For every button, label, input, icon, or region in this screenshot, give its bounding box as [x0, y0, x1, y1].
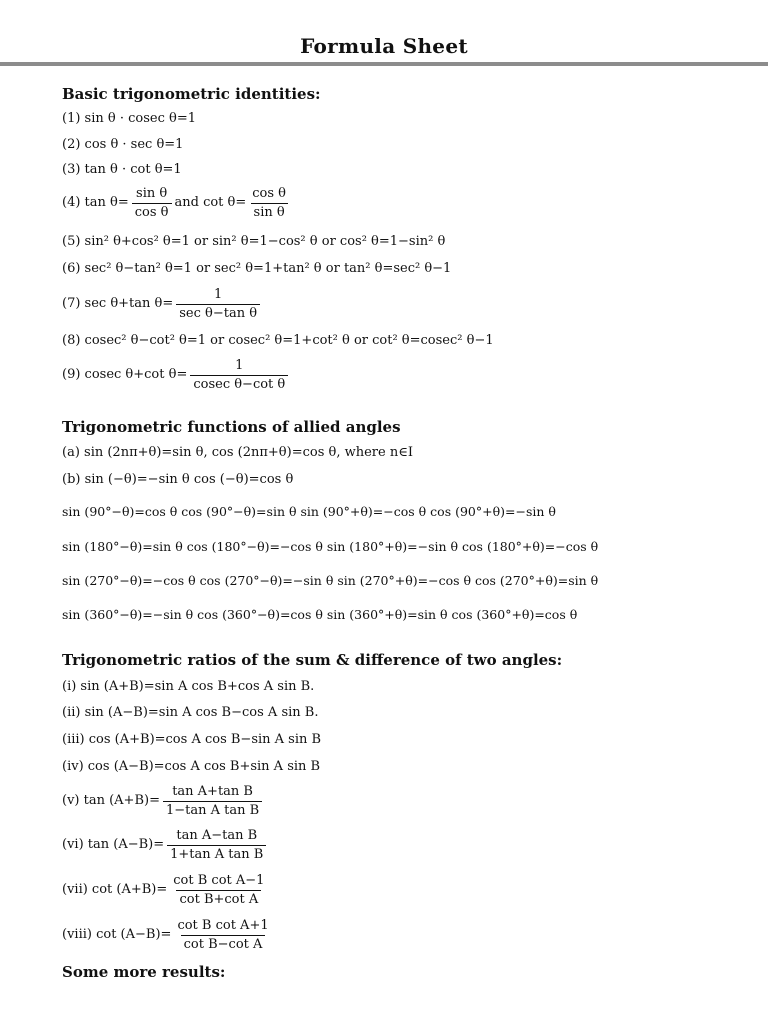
fraction-numerator: tan A+tan B	[172, 784, 253, 799]
fraction	[190, 358, 288, 392]
fraction-numerator: cot B cot A+1	[177, 918, 269, 933]
formula-7	[62, 287, 263, 321]
formula-1: (1) sin θ · cosec θ=1	[62, 111, 196, 126]
sum-diff-iii: (iii) cos (A+B)=cos A cos B−sin A sin B	[62, 732, 322, 747]
section-heading-sum-diff: Trigonometric ratios of the sum & difference of two angles:	[62, 651, 563, 669]
allied-360: sin (360°−θ)=−sin θ cos (360°−θ)=cos θ sin (360°+θ)=sin θ cos (360°+θ)=cos θ	[62, 607, 578, 622]
sum-diff-vi	[62, 828, 269, 862]
sum-diff-ii: (ii) sin (A−B)=sin A cos B−cos A sin B.	[62, 705, 319, 720]
formula-6: (6) sec² θ−tan² θ=1 or sec² θ=1+tan² θ or tan² θ=sec² θ−1	[62, 261, 452, 276]
sum-diff-viii-lhs: (viii) cot (A−B)=	[62, 927, 172, 943]
sum-diff-viii	[62, 918, 275, 952]
fraction	[163, 784, 262, 818]
section-heading-more: Some more results:	[62, 963, 226, 981]
title-divider	[0, 62, 768, 66]
sum-diff-vi-lhs: (vi) tan (A−B)=	[62, 837, 165, 853]
fraction-denominator: cosec θ−cot θ	[190, 375, 288, 393]
allied-270: sin (270°−θ)=−cos θ cos (270°−θ)=−sin θ sin (270°+θ)=−cos θ cos (270°+θ)=sin θ	[62, 573, 599, 588]
allied-180: sin (180°−θ)=sin θ cos (180°−θ)=−cos θ sin (180°+θ)=−sin θ cos (180°+θ)=−cos θ	[62, 539, 599, 554]
fraction-denominator: sec θ−tan θ	[176, 304, 260, 322]
section-heading-basic: Basic trigonometric identities:	[62, 85, 321, 103]
fraction-numerator: 1	[235, 358, 244, 373]
fraction-denominator: cot B+cot A	[176, 890, 261, 908]
formula-3: (3) tan θ · cot θ=1	[62, 162, 182, 177]
fraction-denominator: sin θ	[251, 203, 288, 221]
fraction-denominator: cos θ	[132, 203, 172, 221]
fraction-denominator: 1−tan A tan B	[163, 801, 262, 819]
fraction	[167, 828, 266, 862]
fraction	[132, 186, 172, 220]
fraction-numerator: cos θ	[252, 186, 287, 201]
formula-4-mid: and cot θ=	[174, 195, 247, 211]
fraction-numerator: 1	[214, 287, 223, 302]
sum-diff-v-lhs: (v) tan (A+B)=	[62, 793, 160, 809]
formula-5: (5) sin² θ+cos² θ=1 or sin² θ=1−cos² θ or cos² θ=1−sin² θ	[62, 234, 446, 249]
formula-2: (2) cos θ · sec θ=1	[62, 137, 184, 152]
section-heading-allied: Trigonometric functions of allied angles	[62, 418, 401, 436]
formula-7-lhs: (7) sec θ+tan θ=	[62, 296, 174, 312]
allied-90: sin (90°−θ)=cos θ cos (90°−θ)=sin θ sin (90°+θ)=−cos θ cos (90°+θ)=−sin θ	[62, 504, 556, 519]
formula-4	[62, 186, 292, 220]
fraction-denominator: 1+tan A tan B	[167, 845, 266, 863]
page-title: Formula Sheet	[300, 34, 468, 58]
formula-9-lhs: (9) cosec θ+cot θ=	[62, 367, 188, 383]
formula-8: (8) cosec² θ−cot² θ=1 or cosec² θ=1+cot² θ or cot² θ=cosec² θ−1	[62, 333, 494, 348]
fraction	[176, 287, 260, 321]
allied-a: (a) sin (2nπ+θ)=sin θ, cos (2nπ+θ)=cos θ, where n∈I	[62, 445, 413, 460]
sum-diff-v	[62, 784, 265, 818]
sum-diff-vii-lhs: (vii) cot (A+B)=	[62, 882, 168, 898]
fraction	[174, 918, 271, 952]
fraction	[170, 873, 267, 907]
formula-4-lhs: (4) tan θ=	[62, 195, 129, 211]
sum-diff-vii	[62, 873, 270, 907]
fraction	[249, 186, 289, 220]
sum-diff-iv: (iv) cos (A−B)=cos A cos B+sin A sin B	[62, 759, 321, 774]
fraction-numerator: cot B cot A−1	[173, 873, 265, 888]
fraction-numerator: sin θ	[136, 186, 168, 201]
fraction-numerator: tan A−tan B	[176, 828, 258, 843]
formula-9	[62, 358, 291, 392]
fraction-denominator: cot B−cot A	[181, 935, 266, 953]
sum-diff-i: (i) sin (A+B)=sin A cos B+cos A sin B.	[62, 679, 315, 694]
allied-b: (b) sin (−θ)=−sin θ cos (−θ)=cos θ	[62, 472, 294, 487]
